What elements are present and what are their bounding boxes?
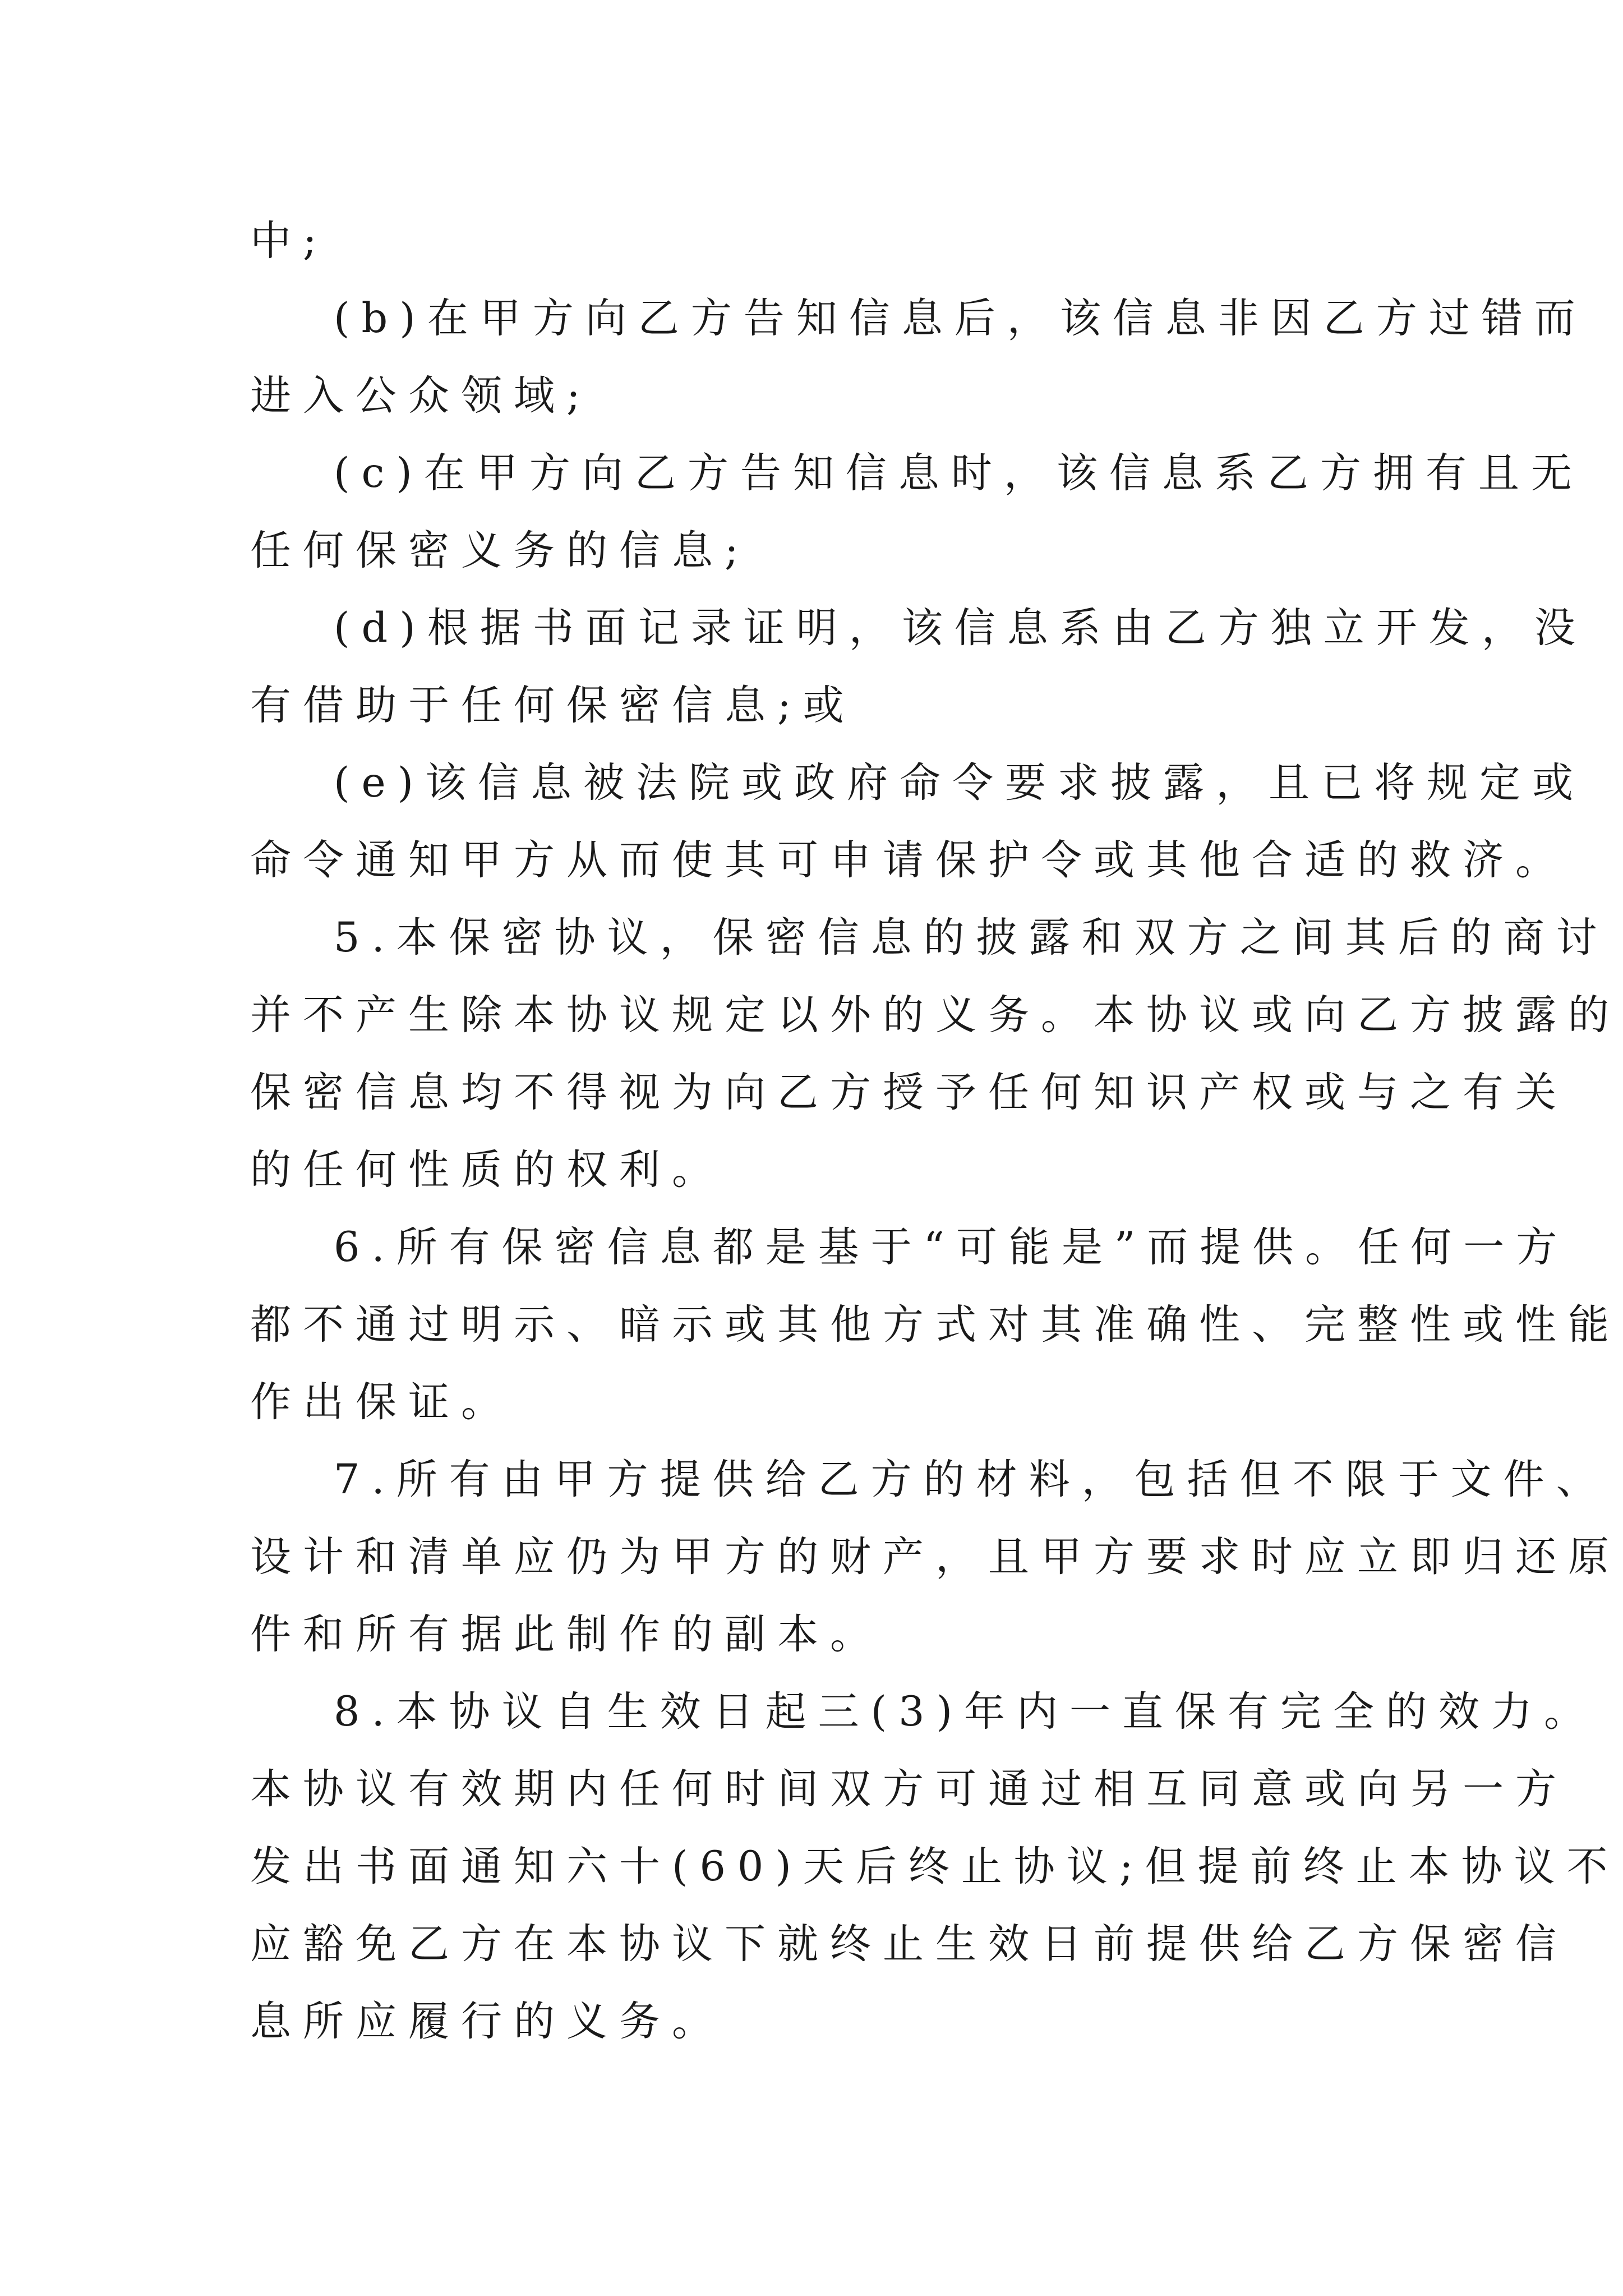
text-line: 中; (250, 217, 329, 265)
clause-7-line: 7.所有由甲方提供给乙方的材料，包括但不限于文件、 (334, 1456, 1609, 1503)
text-line: 命令通知甲方从而使其可申请保护令或其他合适的救济。 (250, 836, 1568, 884)
clause-5-line: 5.本保密协议，保密信息的披露和双方之间其后的商讨 (334, 914, 1609, 961)
clause-d-line: (d)根据书面记录证明，该信息系由乙方独立开发，没 (334, 604, 1587, 652)
clause-6-line: 6.所有保密信息都是基于“可能是”而提供。任何一方 (334, 1223, 1569, 1271)
clause-c-line: (c)在甲方向乙方告知信息时，该信息系乙方拥有且无 (334, 449, 1584, 497)
text-line: 并不产生除本协议规定以外的义务。本协议或向乙方披露的 (250, 991, 1621, 1039)
clause-e-line: (e)该信息被法院或政府命令要求披露，且已将规定或 (334, 759, 1585, 807)
text-line: 息所应履行的义务。 (250, 1998, 725, 2045)
text-line: 都不通过明示、暗示或其他方式对其准确性、完整性或性能 (250, 1301, 1621, 1349)
text-line: 发出书面通知六十(60)天后终止协议;但提前终止本协议不 (250, 1843, 1620, 1890)
text-line: 设计和清单应仍为甲方的财产，且甲方要求时应立即归还原 (250, 1533, 1621, 1581)
clause-8-line: 8.本协议自生效日起三(3)年内一直保有完全的效力。 (334, 1688, 1597, 1736)
text-line: 件和所有据此制作的副本。 (250, 1611, 883, 1658)
text-line: 应豁免乙方在本协议下就终止生效日前提供给乙方保密信 (250, 1920, 1568, 1968)
text-line: 进入公众领域; (250, 372, 592, 420)
text-line: 任何保密义务的信息; (250, 527, 750, 574)
text-line: 保密信息均不得视为向乙方授予任何知识产权或与之有关 (250, 1069, 1568, 1116)
text-line: 的任何性质的权利。 (250, 1146, 725, 1194)
text-line: 本协议有效期内任何时间双方可通过相互同意或向另一方 (250, 1765, 1568, 1813)
clause-b-line: (b)在甲方向乙方告知信息后，该信息非因乙方过错而 (334, 295, 1587, 342)
text-line: 有借助于任何保密信息;或 (250, 682, 856, 729)
text-line: 作出保证。 (250, 1378, 514, 1426)
